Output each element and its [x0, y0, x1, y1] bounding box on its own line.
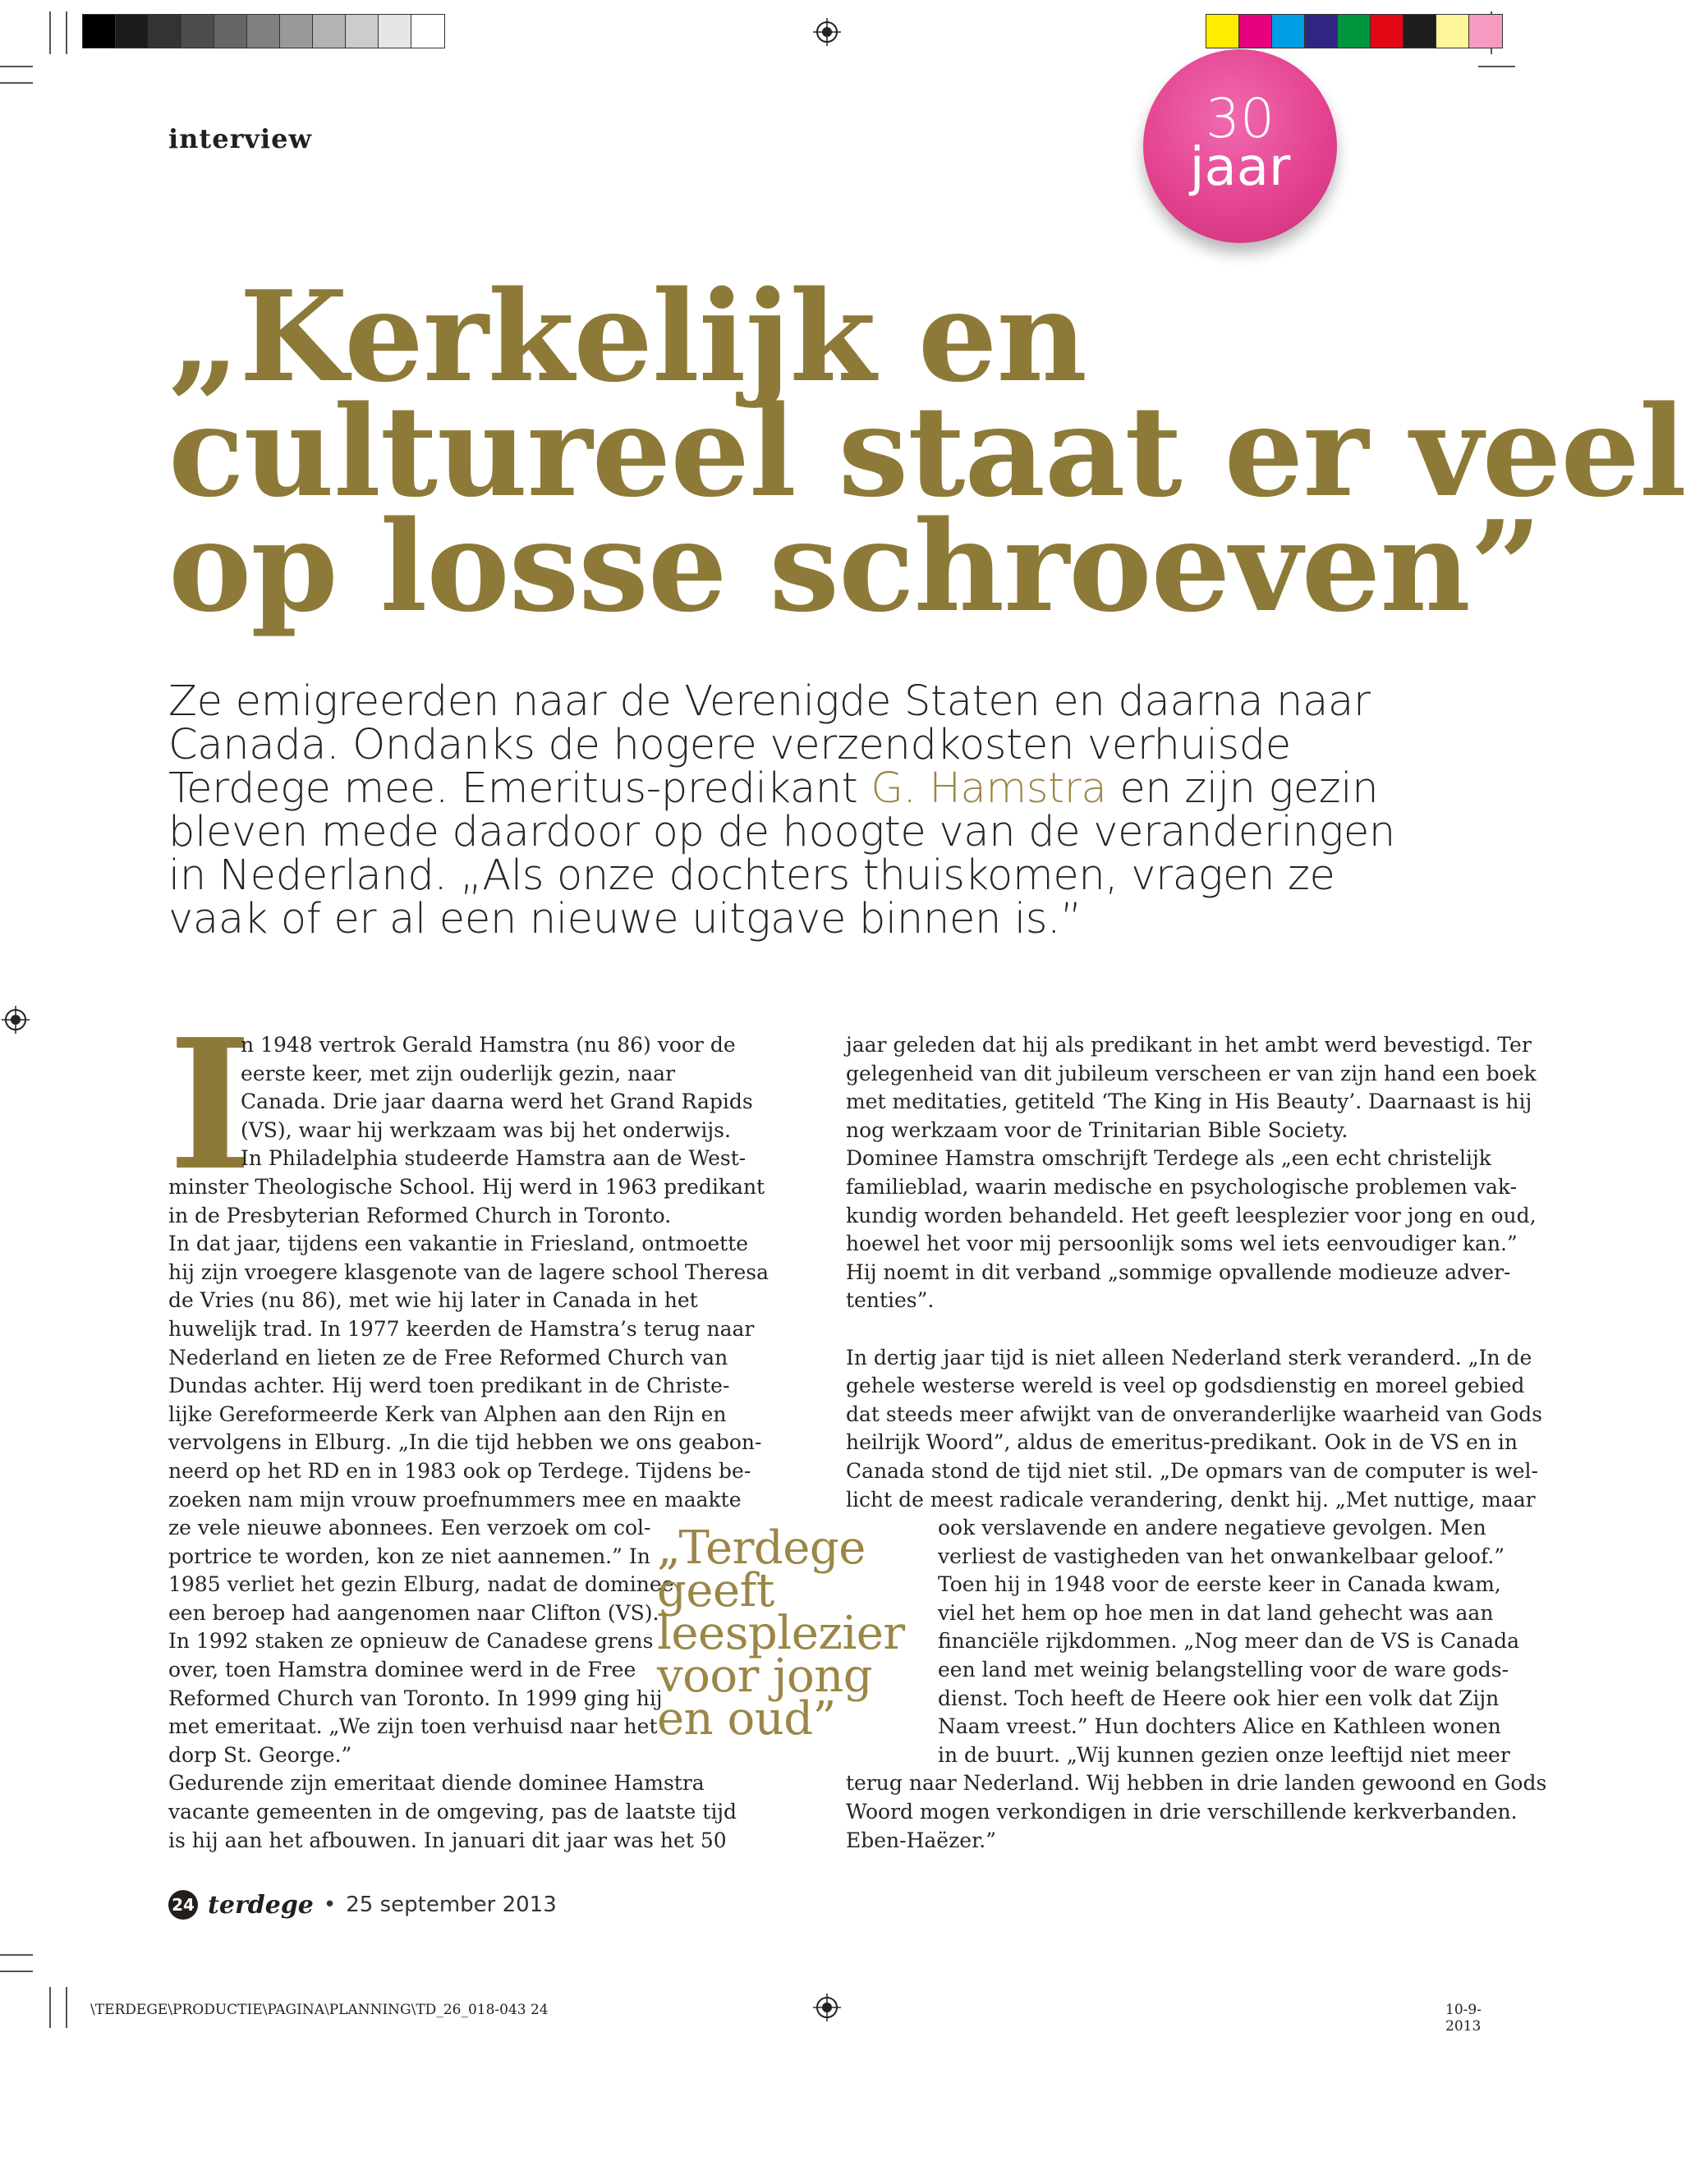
crop-mark	[66, 1987, 67, 2028]
color-swatch	[379, 15, 411, 48]
intro-line: in Nederland. „Als onze dochters thuiskomen, vragen ze	[168, 851, 1335, 900]
article-line: n 1948 vertrok Gerald Hamstra (nu 86) voor de	[241, 1033, 736, 1057]
article-line: In 1992 staken ze opnieuw de Canadese grens	[168, 1629, 654, 1654]
color-swatch	[1338, 15, 1371, 48]
badge-number: 30	[1206, 87, 1275, 150]
pull-quote	[657, 1521, 905, 1746]
registration-mark-icon	[2, 1006, 30, 1034]
color-swatch	[280, 15, 313, 48]
article-line: Naam vreest.” Hun dochters Alice en Kathleen wonen	[938, 1714, 1501, 1739]
grayscale-color-bar	[82, 14, 445, 48]
article-line: in de Presbyterian Reformed Church in Toronto.	[168, 1203, 672, 1227]
article-line: met meditaties, getiteld ‘The King in His Beauty’. Daarnaast is hij	[846, 1090, 1532, 1114]
intro-line: Ze emigreerden naar de Verenigde Staten en daarna naar	[168, 677, 1371, 726]
intro-line: Canada. Ondanks de hogere verzendkosten verhuisde	[168, 721, 1291, 769]
article-line: ook verslavende en andere negatieve gevolgen. Men	[938, 1516, 1486, 1540]
crop-mark	[66, 11, 67, 54]
article-line: financiële rijkdommen. „Nog meer dan de VS is Canada	[938, 1629, 1519, 1654]
article-line: dat steeds meer afwijkt van de onveranderlijke waarheid van Gods	[846, 1402, 1542, 1426]
intro-text: en zijn gezin	[1106, 764, 1379, 813]
article-line: Eben-Haëzer.”	[846, 1828, 996, 1852]
article-line: terug naar Nederland. Wij hebben in drie landen gewoond en Gods	[846, 1771, 1547, 1796]
article-line: (VS), waar hij werkzaam was bij het onderwijs.	[241, 1117, 731, 1142]
article-line: huwelijk trad. In 1977 keerden de Hamstra’s terug naar	[168, 1316, 755, 1341]
color-bar	[1206, 14, 1503, 48]
pull-quote-line: leesplezier	[657, 1607, 905, 1660]
article-line: vacante gemeenten in de omgeving, pas de laatste tijd	[168, 1800, 737, 1824]
headline-line: op losse schroeven”	[168, 493, 1541, 640]
intro-line: bleven mede daardoor op de hoogte van de veranderingen	[168, 808, 1395, 856]
color-swatch	[1305, 15, 1338, 48]
crop-mark	[0, 1971, 33, 1972]
article-line: in de buurt. „Wij kunnen gezien onze leeftijd niet meer	[938, 1742, 1510, 1767]
section-label: interview	[168, 123, 313, 154]
headline-line: cultureel staat er veel	[168, 378, 1686, 525]
interviewee-name: G. Hamstra	[871, 764, 1107, 813]
crop-mark	[0, 1954, 33, 1956]
crop-mark	[49, 11, 51, 54]
intro-line: vaak of er al een nieuwe uitgave binnen is.”	[168, 895, 1082, 943]
headline	[168, 263, 1686, 640]
article-line: neerd op het RD en in 1983 ook op Terdege. Tijdens be-	[168, 1458, 751, 1483]
article-line: Nederland en lieten ze de Free Reformed Church van	[168, 1345, 728, 1370]
article-line: eerste keer, met zijn ouderlijk gezin, naar	[241, 1061, 676, 1085]
issue-date: 25 september 2013	[346, 1893, 557, 1917]
article-line: In dat jaar, tijdens een vakantie in Friesland, ontmoette	[168, 1232, 749, 1256]
color-swatch	[181, 15, 214, 48]
article-line: tenties”.	[846, 1288, 935, 1313]
article-line: een beroep had aangenomen naar Clifton (VS).	[168, 1600, 659, 1625]
article-line: met emeritaat. „We zijn toen verhuisd naar het	[168, 1714, 658, 1739]
footer-separator: •	[323, 1893, 337, 1917]
article-line: Hij noemt in dit verband „sommige opvallende modieuze adver-	[846, 1259, 1511, 1284]
article-line: verliest de vastigheden van het onwankelbaar geloof.”	[938, 1544, 1505, 1568]
article-line: over, toen Hamstra dominee werd in de Free	[168, 1658, 636, 1682]
color-swatch	[83, 15, 116, 48]
color-swatch	[149, 15, 181, 48]
article-line: gelegenheid van dit jubileum verscheen er van zijn hand een boek	[846, 1061, 1537, 1085]
article-line: hij zijn vroegere klasgenote van de lagere school Theresa	[168, 1259, 769, 1284]
color-swatch	[116, 15, 149, 48]
article-line: 1985 verliet het gezin Elburg, nadat de dominee	[168, 1572, 674, 1597]
article-line: vervolgens in Elburg. „In die tijd hebben we ons geabon-	[168, 1430, 762, 1455]
article-line: gehele westerse wereld is veel op godsdienstig en moreel gebied	[846, 1374, 1525, 1398]
paragraph-gap	[846, 1315, 1486, 1344]
crop-mark	[1478, 66, 1515, 67]
color-swatch	[1239, 15, 1272, 48]
color-swatch	[1436, 15, 1469, 48]
pull-quote-line: geeft	[657, 1564, 774, 1617]
headline-line: „Kerkelijk en	[168, 263, 1086, 410]
anniversary-badge	[1143, 49, 1337, 243]
magazine-logo: terdege	[208, 1890, 314, 1920]
crop-mark	[0, 66, 33, 67]
article-line: viel het hem op hoe men in dat land gehecht was aan	[938, 1600, 1494, 1625]
color-swatch	[214, 15, 247, 48]
pull-quote-line: en oud”	[657, 1692, 836, 1746]
article-line: de Vries (nu 86), met wie hij later in Canada in het	[168, 1288, 698, 1313]
article-line: familieblad, waarin medische en psychologische problemen vak-	[846, 1174, 1518, 1199]
badge-word: jaar	[1189, 137, 1291, 198]
production-date: 10-9-2013	[1445, 2002, 1482, 2035]
article-line: minster Theologische School. Hij werd in 1963 predikant	[168, 1174, 765, 1199]
color-swatch	[1403, 15, 1436, 48]
color-swatch	[1206, 15, 1239, 48]
article-line: licht de meest radicale verandering, denkt hij. „Met nuttige, maar	[846, 1487, 1536, 1512]
color-swatch	[1272, 15, 1305, 48]
color-swatch	[411, 15, 444, 48]
color-swatch	[1371, 15, 1403, 48]
crop-mark	[49, 1987, 51, 2028]
crop-mark	[0, 82, 33, 84]
article-line: portrice te worden, kon ze niet aannemen.” In	[168, 1544, 650, 1568]
article-line: Woord mogen verkondigen in drie verschillende kerkverbanden.	[846, 1800, 1518, 1824]
article-line: zoeken nam mijn vrouw proefnummers mee en maakte	[168, 1487, 742, 1512]
article-line: een land met weinig belangstelling voor de ware gods-	[938, 1658, 1509, 1682]
color-swatch	[1469, 15, 1502, 48]
article-line: jaar geleden dat hij als predikant in het ambt werd bevestigd. Ter	[846, 1033, 1532, 1057]
intro-line	[168, 764, 1449, 813]
article-line: is hij aan het afbouwen. In januari dit jaar was het 50	[168, 1828, 727, 1852]
pull-quote-line: voor jong	[657, 1649, 873, 1703]
article-line: Dominee Hamstra omschrijft Terdege als „een echt christelijk	[846, 1146, 1491, 1171]
drop-cap: I	[168, 1000, 252, 1210]
article-line: Toen hij in 1948 voor de eerste keer in Canada kwam,	[938, 1572, 1501, 1597]
article-line: dienst. Toch heeft de Heere ook hier een volk dat Zijn	[938, 1686, 1500, 1710]
color-swatch	[247, 15, 280, 48]
article-line: Gedurende zijn emeritaat diende dominee Hamstra	[168, 1771, 705, 1796]
article-line: hoewel het voor mij persoonlijk soms wel iets eenvoudiger kan.”	[846, 1232, 1518, 1256]
intro-text: Terdege mee. Emeritus-predikant	[168, 764, 871, 813]
page-number: 24	[168, 1890, 198, 1920]
article-line: ze vele nieuwe abonnees. Een verzoek om col-	[168, 1516, 651, 1540]
article-line: Reformed Church van Toronto. In 1999 ging hij	[168, 1686, 663, 1710]
registration-mark-icon	[813, 18, 841, 46]
color-swatch	[313, 15, 346, 48]
article-column-right	[846, 1031, 1547, 1855]
pull-quote-line: „Terdege	[657, 1521, 866, 1575]
article-line: lijke Gereformeerde Kerk van Alphen aan den Rijn en	[168, 1402, 727, 1426]
color-swatch	[346, 15, 379, 48]
article-line: Canada. Drie jaar daarna werd het Grand Rapids	[241, 1090, 753, 1114]
production-slug: \TERDEGE\PRODUCTIE\PAGINA\PLANNING\TD_26_018-043 24	[90, 2002, 549, 2018]
article-line: Dundas achter. Hij werd toen predikant in de Christe-	[168, 1374, 730, 1398]
article-line: In dertig jaar tijd is niet alleen Nederland sterk veranderd. „In de	[846, 1345, 1532, 1370]
article-line: kundig worden behandeld. Het geeft leesplezier voor jong en oud,	[846, 1203, 1537, 1227]
registration-mark-icon	[813, 1994, 841, 2021]
article-line: heilrijk Woord”, aldus de emeritus-predikant. Ook in de VS en in	[846, 1430, 1518, 1455]
article-line: dorp St. George.”	[168, 1742, 352, 1767]
intro-lede	[168, 677, 1449, 943]
page-footer	[168, 1890, 557, 1920]
article-line: nog werkzaam voor de Trinitarian Bible Society.	[846, 1117, 1348, 1142]
article-line: In Philadelphia studeerde Hamstra aan de West-	[241, 1146, 747, 1171]
article-line: Canada stond de tijd niet stil. „De opmars van de computer is wel-	[846, 1458, 1538, 1483]
